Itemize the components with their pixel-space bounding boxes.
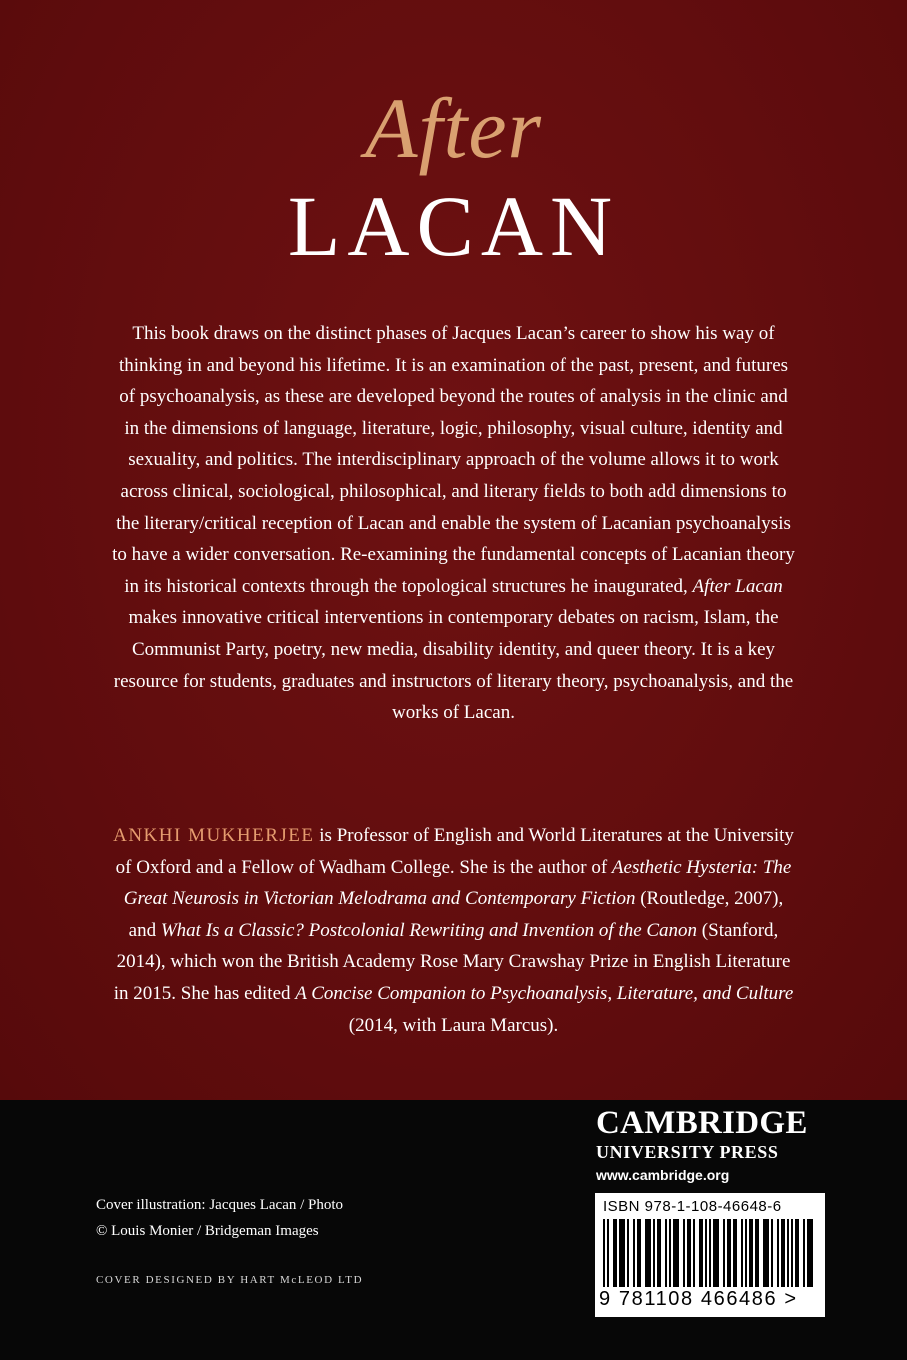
barcode-bar xyxy=(669,1219,671,1287)
barcode-bar xyxy=(783,1219,785,1287)
barcode-bar xyxy=(709,1219,711,1287)
barcode-bar xyxy=(749,1219,751,1287)
isbn-label: ISBN 978-1-108-46648-6 xyxy=(603,1198,782,1215)
barcode-bar xyxy=(767,1219,769,1287)
barcode-bar xyxy=(811,1219,813,1287)
barcode-bar xyxy=(673,1219,675,1287)
barcode-bar xyxy=(645,1219,647,1287)
cover-designer-credit: COVER DESIGNED BY HART McLEOD LTD xyxy=(96,1274,364,1286)
barcode-bar xyxy=(715,1219,717,1287)
barcode-bar xyxy=(687,1219,689,1287)
bio-text-3: (Stanford, 2014), which won the British Academy Rose Mary Crawshay Prize in English Literature in 2015. She has edited xyxy=(113,919,791,1004)
description-text-2: makes innovative critical interventions in contemporary debates on racism, Islam, the Communist Party, poetry, new media, disability identity, and queer theory. It is a key resource for students, graduates and instructors of literary theory, psychoanalysis, and the works of Lacan. xyxy=(113,607,794,724)
barcode-bar xyxy=(757,1219,759,1287)
barcode-bar xyxy=(765,1219,767,1287)
bio-book-1: Aesthetic Hysteria: The Great Neurosis in Victorian Melodrama and Contemporary Fiction xyxy=(123,856,792,910)
barcode-bar xyxy=(627,1219,629,1287)
barcode-bar xyxy=(613,1219,615,1287)
bio-text-2: (Routledge, 2007), and xyxy=(128,888,784,941)
barcode-bar xyxy=(623,1219,625,1287)
barcode-bar xyxy=(693,1219,695,1287)
barcode-icon xyxy=(603,1219,817,1287)
barcode-bar xyxy=(705,1219,707,1287)
barcode-bar xyxy=(683,1219,685,1287)
barcode-bar xyxy=(803,1219,805,1287)
bio-book-2: What Is a Classic? Postcolonial Rewriting and Invention of the Canon xyxy=(160,919,698,941)
barcode-bar xyxy=(639,1219,641,1287)
barcode-bar xyxy=(607,1219,609,1287)
barcode-bar xyxy=(745,1219,747,1287)
barcode-box xyxy=(595,1193,825,1317)
barcode-bar xyxy=(717,1219,719,1287)
publisher-logo-name: CAMBRIDGE xyxy=(596,1105,808,1141)
bio-text-4: (2014, with Laura Marcus). xyxy=(348,1014,559,1036)
photo-copyright-credit: © Louis Monier / Bridgeman Images xyxy=(96,1223,319,1239)
barcode-bar xyxy=(653,1219,655,1287)
barcode-bar xyxy=(763,1219,765,1287)
barcode-bar xyxy=(735,1219,737,1287)
title-lacan: LACAN xyxy=(287,178,620,274)
barcode-bar xyxy=(713,1219,715,1287)
barcode-bar xyxy=(701,1219,703,1287)
cover-illustration-credit: Cover illustration: Jacques Lacan / Photo xyxy=(96,1197,344,1213)
barcode-bar xyxy=(621,1219,623,1287)
book-description xyxy=(110,318,797,729)
barcode-bar xyxy=(751,1219,753,1287)
barcode-bar xyxy=(787,1219,789,1287)
barcode-digits: 9 781108 466486 > xyxy=(599,1288,798,1310)
author-name: ANKHI MUKHERJEE xyxy=(113,825,315,846)
title-after: After xyxy=(365,80,542,176)
barcode-bar xyxy=(677,1219,679,1287)
barcode-bar xyxy=(649,1219,651,1287)
barcode-bar xyxy=(733,1219,735,1287)
barcode-bar xyxy=(795,1219,797,1287)
barcode-bar xyxy=(659,1219,661,1287)
barcode-bar xyxy=(633,1219,635,1287)
barcode-bar xyxy=(727,1219,729,1287)
barcode-bar xyxy=(615,1219,617,1287)
barcode-bar xyxy=(809,1219,811,1287)
barcode-bar xyxy=(807,1219,809,1287)
barcode-bar xyxy=(637,1219,639,1287)
bio-text-1: is Professor of English and World Literatures at the University of Oxford and a Fellow of Wadham College. She is the author of xyxy=(115,825,794,878)
description-book-title: After Lacan xyxy=(692,575,783,597)
publisher-logo-subname: UNIVERSITY PRESS xyxy=(596,1142,779,1162)
barcode-bar xyxy=(647,1219,649,1287)
description-text-1: This book draws on the distinct phases of Jacques Lacan’s career to show his way of thinking in and beyond his lifetime. It is an examination of the past, present, and futures of psychoanalysis, as these are developed beyond the routes of analysis in the clinic and in the dimensions of language, literature, logic, philosophy, visual culture, identity and sexuality, and politics. The interdisciplinary approach of the volume allows it to work across clinical, sociological, philosophical, and literary fields to both add dimensions to the literary/critical reception of Lacan and enable the system of Lacanian psychoanalysis to have a wider conversation. Re-examining the fundamental concepts of Lacanian theory in its historical contexts through the topological structures he inaugurated, xyxy=(112,323,795,597)
barcode-bar xyxy=(777,1219,779,1287)
barcode-bar xyxy=(791,1219,793,1287)
barcode-bar xyxy=(797,1219,799,1287)
barcode-bar xyxy=(675,1219,677,1287)
bio-book-3: A Concise Companion to Psychoanalysis, Literature, and Culture xyxy=(295,982,794,1004)
barcode-bar xyxy=(689,1219,691,1287)
barcode-bar xyxy=(741,1219,743,1287)
barcode-bar xyxy=(603,1219,605,1287)
barcode-bar xyxy=(771,1219,773,1287)
barcode-bar xyxy=(755,1219,757,1287)
publisher-url: www.cambridge.org xyxy=(596,1167,730,1183)
barcode-bar xyxy=(729,1219,731,1287)
barcode-bar xyxy=(619,1219,621,1287)
barcode-bar xyxy=(723,1219,725,1287)
author-bio xyxy=(110,820,797,1041)
barcode-bar xyxy=(665,1219,667,1287)
barcode-bar xyxy=(699,1219,701,1287)
barcode-bar xyxy=(657,1219,659,1287)
barcode-bar xyxy=(781,1219,783,1287)
